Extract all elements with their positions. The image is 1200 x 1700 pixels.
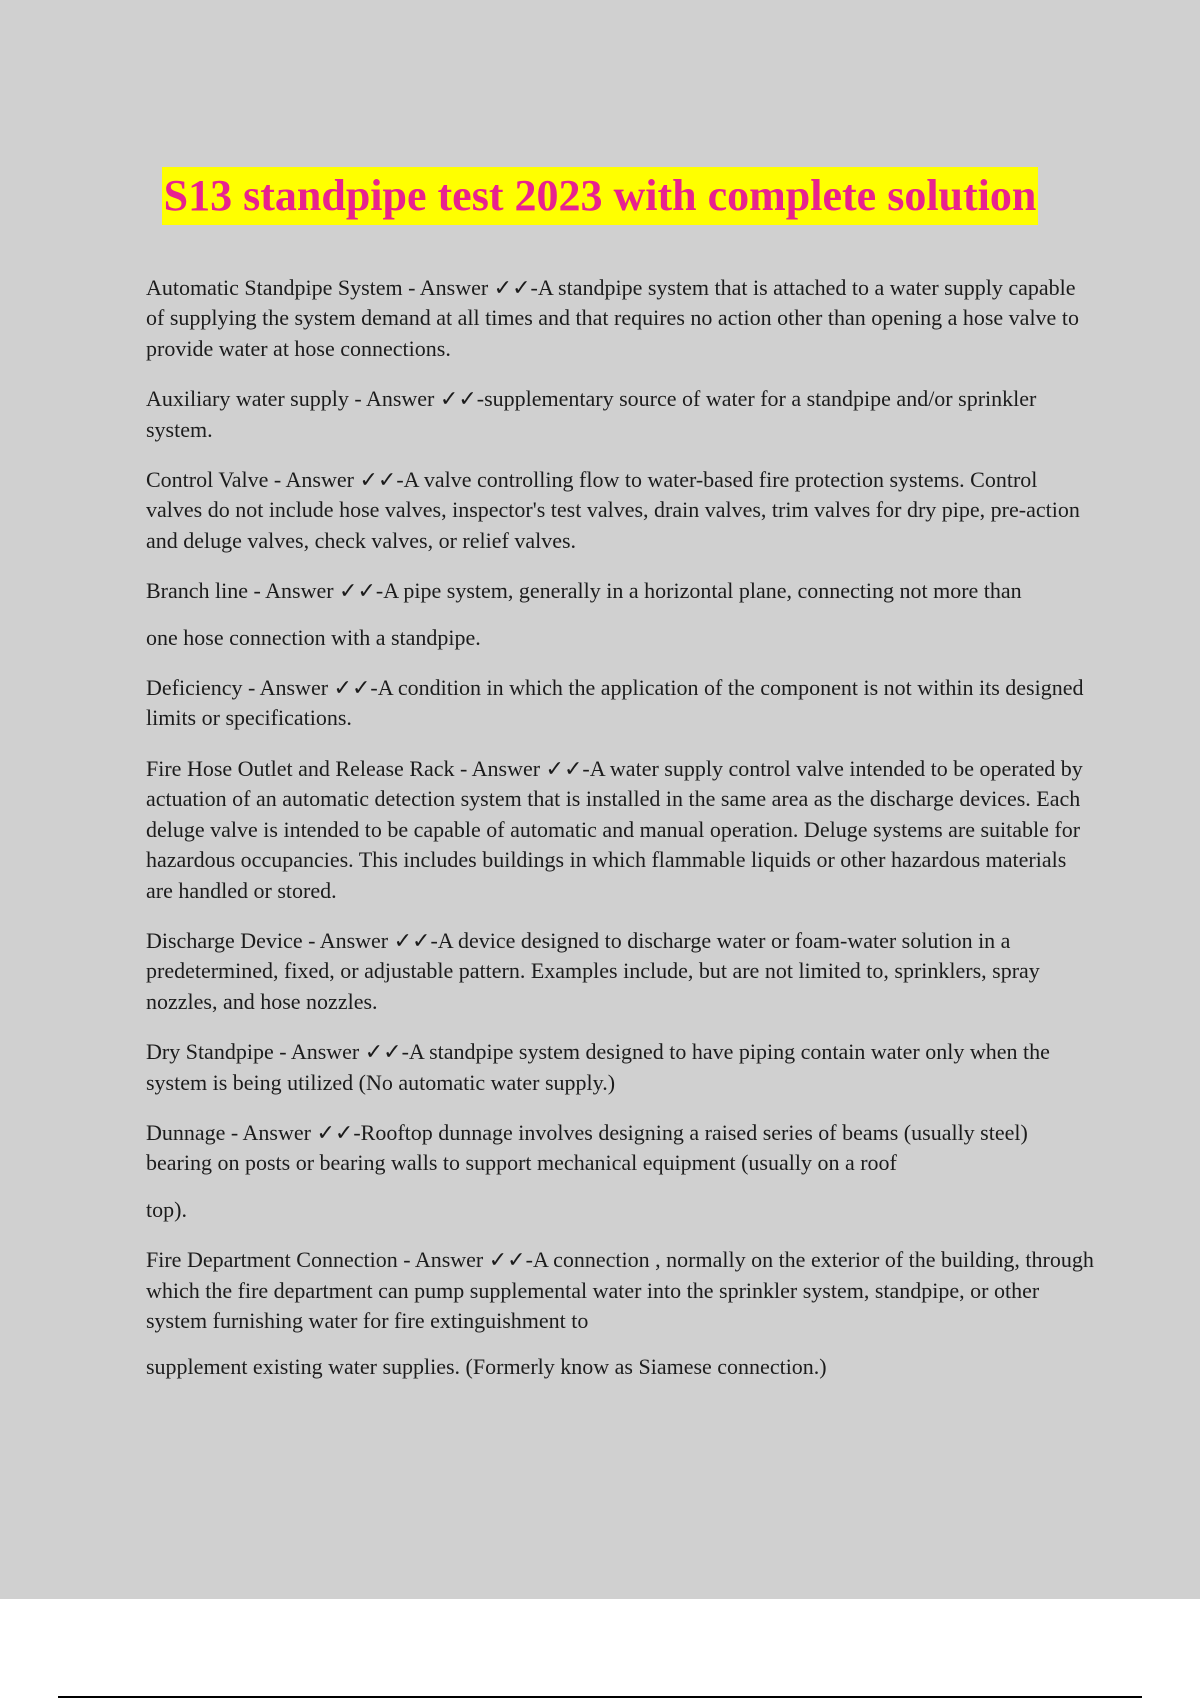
entry-text-continued: supplement existing water supplies. (Formerly know as Siamese connection.) — [146, 1354, 827, 1380]
entry-text: Fire Department Connection - Answer ✓✓-A connection , normally on the exterior of the building, through which the fire department can pump supplemental water into the sprinkler system, standpipe, or other system furnishing water for fire extinguishment to — [146, 1247, 1094, 1333]
entry-discharge-device — [146, 926, 1096, 1017]
entry-fire-department-connection — [146, 1245, 1096, 1383]
entry-text: Discharge Device - Answer ✓✓-A device designed to discharge water or foam-water solution in a predetermined, fixed, or adjustable pattern. Examples include, but are not limited to, sprinklers, spray nozzles, and hose nozzles. — [146, 927, 1040, 1014]
document-title: S13 standpipe test 2023 with complete solution — [162, 167, 1039, 225]
entry-control-valve — [146, 465, 1096, 556]
title-wrapper — [0, 167, 1200, 225]
entry-automatic-standpipe-system — [146, 273, 1096, 364]
entry-text-continued: top). — [146, 1196, 187, 1222]
entry-branch-line — [146, 576, 1096, 653]
entry-text: Control Valve - Answer ✓✓-A valve controlling flow to water-based fire protection systems. Control valves do not include hose valves, inspector's test valves, drain valves, trim valves for dry pipe, pre-action and deluge valves, check valves, or relief valves. — [146, 467, 1080, 553]
entry-text: Dunnage - Answer ✓✓-Rooftop dunnage involves designing a raised series of beams (usually steel) bearing on posts or bearing walls to support mechanical equipment (usually on a roof — [146, 1119, 1028, 1176]
entry-fire-hose-outlet-release-rack — [146, 754, 1096, 906]
footer-divider — [58, 1696, 1142, 1698]
entry-deficiency — [146, 673, 1096, 734]
entry-dunnage — [146, 1118, 1096, 1225]
entry-text: Deficiency - Answer ✓✓-A condition in which the application of the component is not within its designed limits or specifications. — [146, 675, 1084, 731]
entry-text: Automatic Standpipe System - Answer ✓✓-A standpipe system that is attached to a water supply capable of supplying the system demand at all times and that requires no action other than opening a hose valve to provide water at hose connections. — [146, 275, 1079, 361]
document-body — [146, 273, 1096, 1403]
entry-text: Auxiliary water supply - Answer ✓✓-supplementary source of water for a standpipe and/or sprinkler system. — [146, 386, 1037, 442]
entry-text: Dry Standpipe - Answer ✓✓-A standpipe system designed to have piping contain water only when the system is being utilized (No automatic water supply.) — [146, 1039, 1050, 1095]
entry-text: Branch line - Answer ✓✓-A pipe system, generally in a horizontal plane, connecting not more than — [146, 578, 1022, 604]
entry-text: Fire Hose Outlet and Release Rack - Answer ✓✓-A water supply control valve intended to be operated by actuation of an automatic detection system that is installed in the same area as the discharge devices. Each deluge valve is intended to be capable of automatic and manual operation. Deluge systems are suitable for hazardous occupancies. This includes buildings in which flammable liquids or other hazardous materials are handled or stored. — [146, 755, 1083, 903]
entry-auxiliary-water-supply — [146, 384, 1096, 445]
entry-dry-standpipe — [146, 1037, 1096, 1098]
entry-text-continued: one hose connection with a standpipe. — [146, 624, 481, 650]
